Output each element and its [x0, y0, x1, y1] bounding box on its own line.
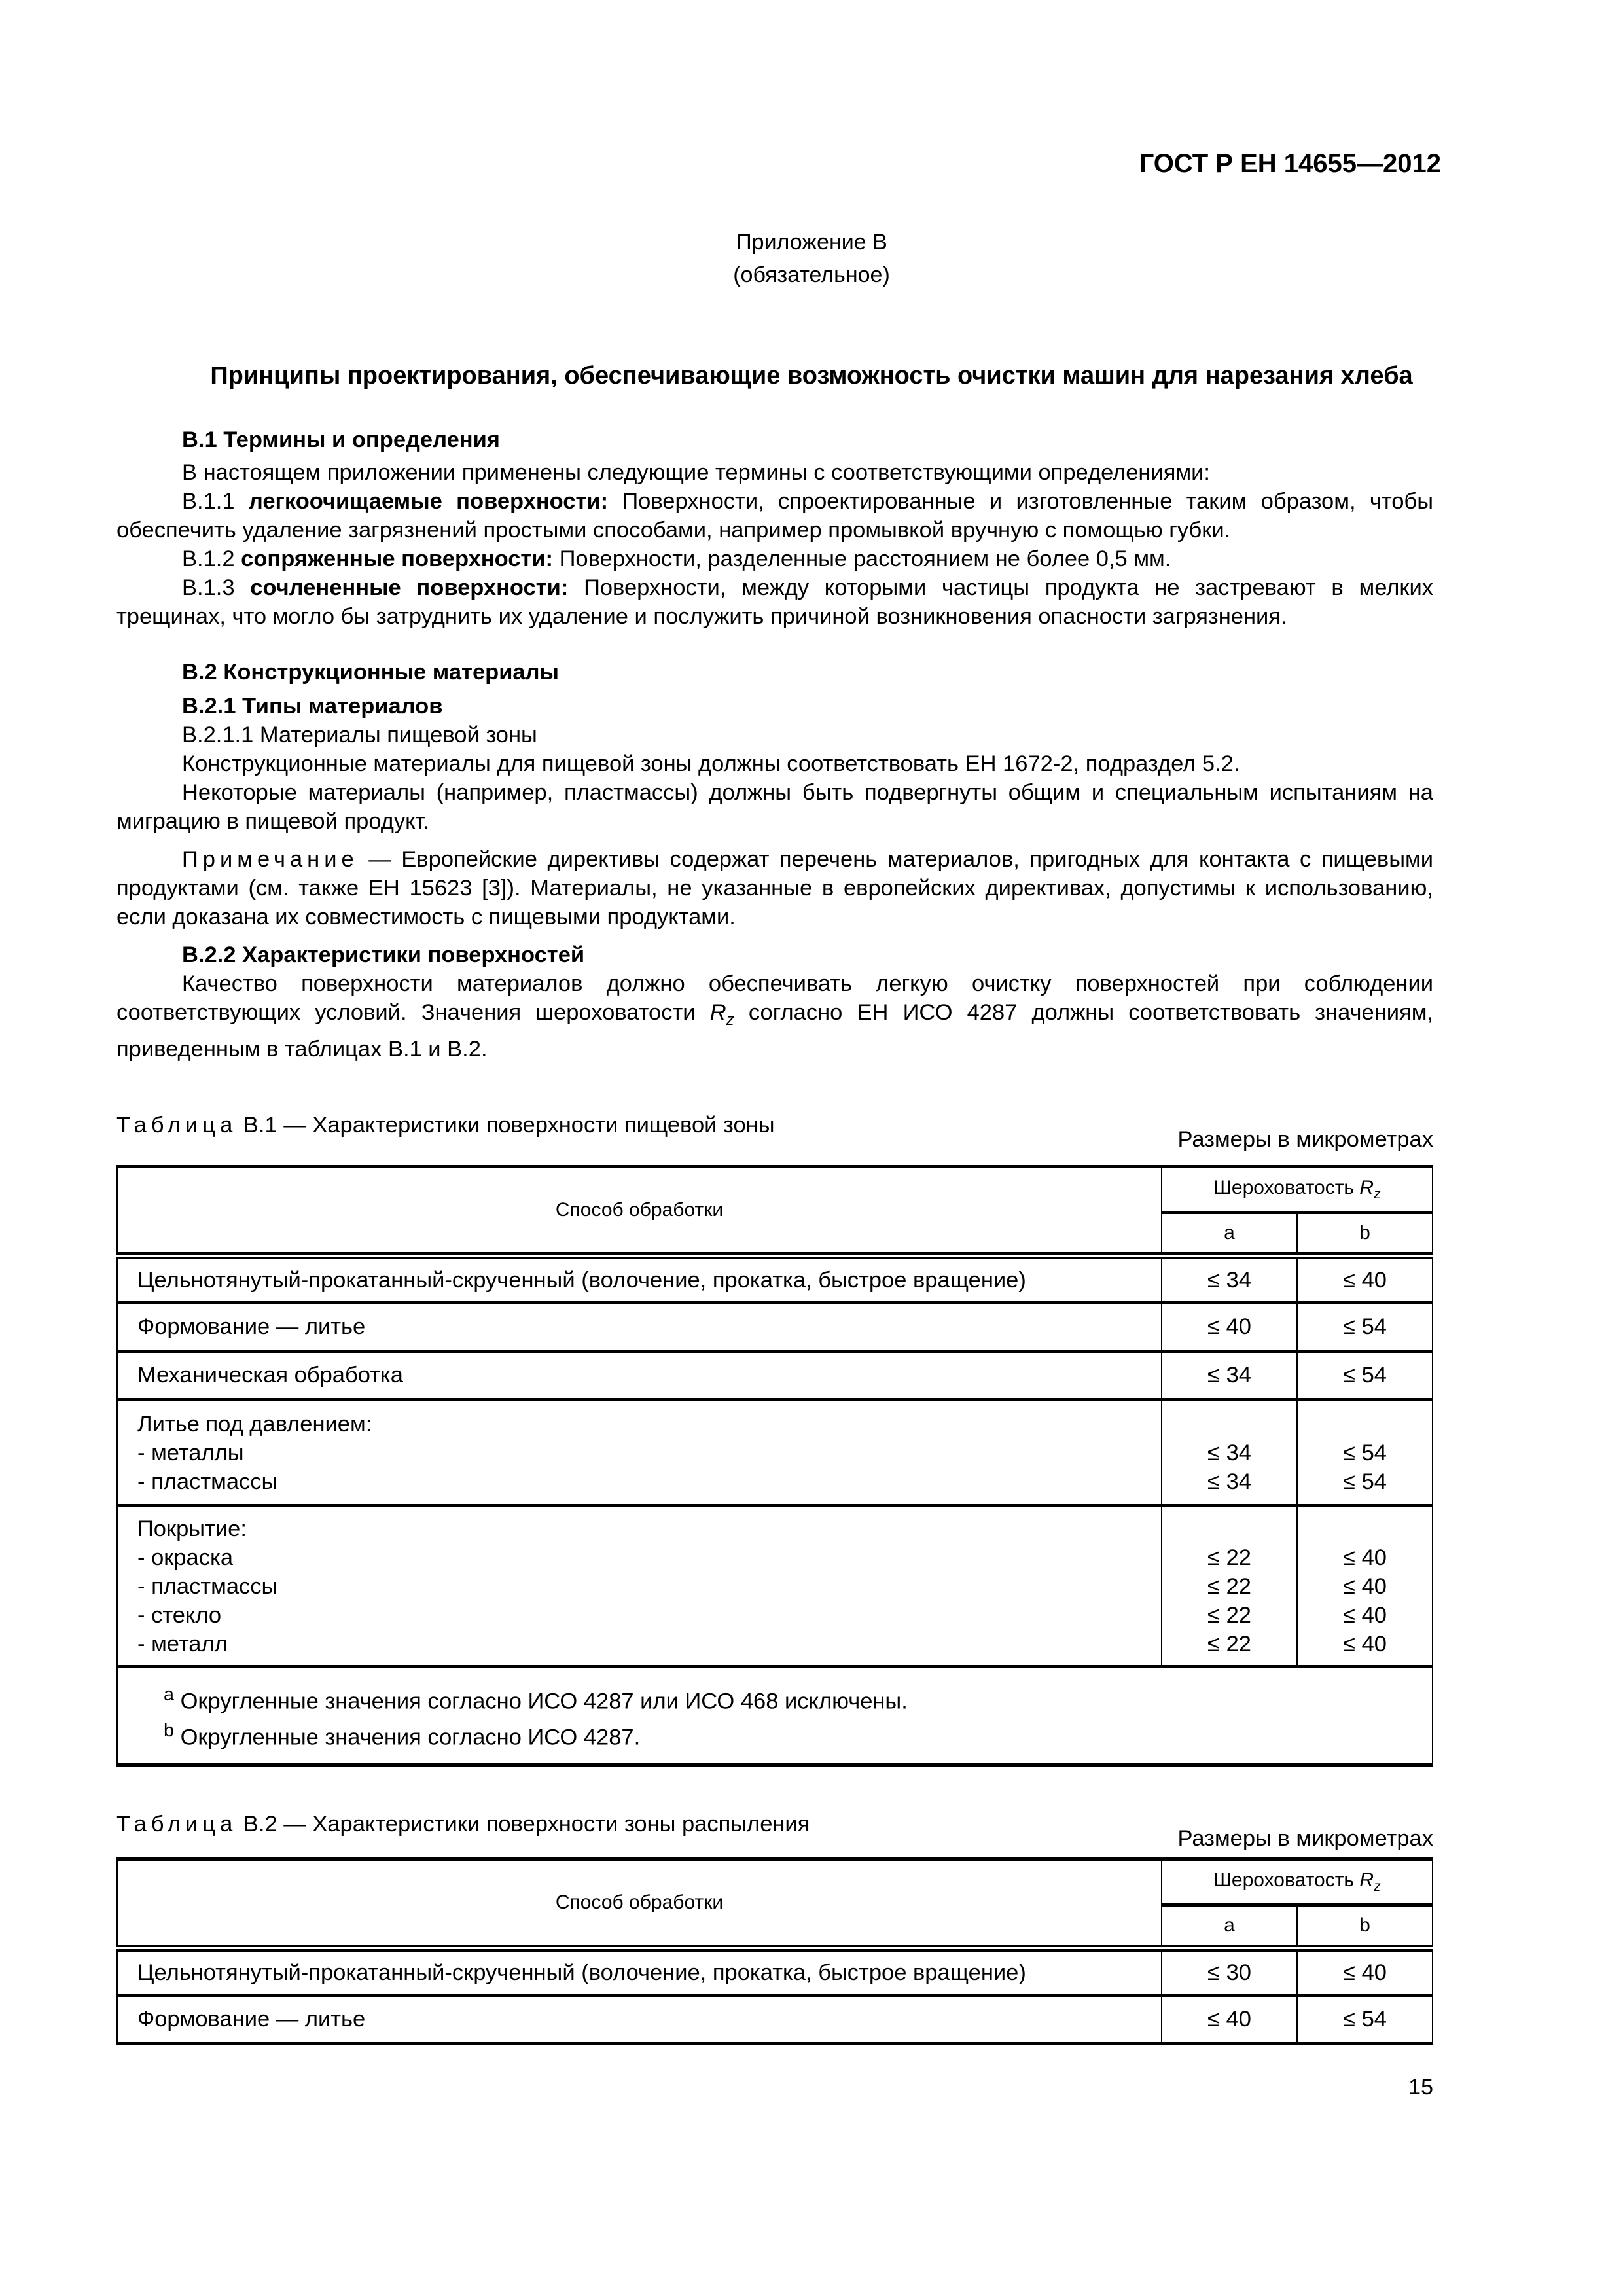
rz-symbol: R [709, 1000, 726, 1025]
footnote-text: Округленные значения согласно ИСО 4287. [174, 1725, 641, 1749]
value-a-cell [1162, 1506, 1297, 1667]
table-title: В.2 — Характеристики поверхности зоны распыления [237, 1812, 810, 1837]
roughness-label: Шероховатость [1213, 1177, 1360, 1198]
method-cell: Формование — литье [117, 1996, 1162, 2044]
col-b-header: b [1297, 1905, 1433, 1948]
note-label: Примечание [182, 847, 359, 872]
value-line: ≤ 34 [1207, 1440, 1251, 1465]
table2-caption [116, 1812, 810, 1837]
b1-intro: В настоящем приложении применены следующие термины с соответствующими определениями: [182, 460, 1211, 485]
section-b1 [116, 425, 1433, 631]
definition-b12 [116, 545, 1433, 573]
section-heading-b1: В.1 Термины и определения [182, 427, 500, 452]
table-row [117, 1400, 1433, 1506]
definition-number: В.1.3 [182, 575, 251, 600]
value-b-cell: ≤ 40 [1297, 1256, 1433, 1303]
footnotes-cell [117, 1667, 1433, 1765]
footnote-mark: b [164, 1719, 174, 1741]
b211-paragraph-1: Конструкционные материалы для пищевой зоны должны соответствовать ЕН 1672-2, подраздел 5.2. [182, 751, 1240, 776]
value-line: ≤ 40 [1343, 1545, 1387, 1570]
footnote-mark: a [164, 1684, 174, 1705]
table1-units: Размеры в микрометрах [1177, 1127, 1433, 1152]
rz-subscript: z [726, 1011, 734, 1029]
col-roughness-header [1162, 1859, 1433, 1905]
value-line: ≤ 34 [1207, 1469, 1251, 1494]
method-cell [117, 1400, 1162, 1506]
value-b-cell: ≤ 54 [1297, 1352, 1433, 1400]
definition-text: Поверхности, спроектированные и изготовленные таким образом, чтобы обеспечить удаление загрязнений простыми способами, например промывкой вручную с помощью губки. [116, 489, 1433, 543]
table1-caption [116, 1113, 775, 1138]
value-line: ≤ 40 [1343, 1573, 1387, 1599]
method-line: - пластмассы [137, 1573, 278, 1599]
value-b-cell [1297, 1506, 1433, 1667]
method-line: Покрытие: [137, 1516, 247, 1541]
value-line: ≤ 40 [1343, 1631, 1387, 1657]
annex-title: Приложение В [736, 230, 887, 255]
value-b-cell: ≤ 54 [1297, 1303, 1433, 1352]
roughness-label: Шероховатость [1213, 1869, 1360, 1891]
footnote-a [164, 1680, 1386, 1716]
table-row [117, 1256, 1433, 1303]
table-row [117, 1996, 1433, 2044]
value-a-cell: ≤ 34 [1162, 1352, 1297, 1400]
col-b-header: b [1297, 1213, 1433, 1256]
table1-footnotes-row [117, 1667, 1433, 1765]
table2 [116, 1857, 1433, 2045]
table-label: Таблица [116, 1113, 238, 1138]
b22-text-part2: согласно ЕН ИСО 4287 должны соответствовать значениям, приведенным в таблицах В.1 и В.2. [116, 1000, 1433, 1062]
method-line: Литье под давлением: [137, 1411, 372, 1437]
footnote-text: Округленные значения согласно ИСО 4287 или ИСО 468 исключены. [174, 1689, 908, 1714]
table1-header-row [117, 1167, 1433, 1213]
table-row [117, 1303, 1433, 1352]
method-line: - стекло [137, 1602, 222, 1628]
table2-units: Размеры в микрометрах [1177, 1826, 1433, 1851]
col-method-header: Способ обработки [117, 1859, 1162, 1948]
definition-text: Поверхности, между которыми частицы продукта не застревают в мелких трещинах, что могло бы затруднить их удаление и послужить причиной возникновения опасности загрязнения. [116, 575, 1433, 629]
value-line: ≤ 54 [1343, 1440, 1387, 1465]
rz-subscript: z [1374, 1879, 1381, 1894]
b211-paragraph-2: Некоторые материалы (например, пластмассы) должны быть подвергнуты общим и специальным испытаниям на миграцию в пищевой продукт. [116, 780, 1433, 834]
annex-status: (обязательное) [733, 262, 890, 287]
method-cell: Формование — литье [117, 1303, 1162, 1352]
definition-b11 [116, 487, 1433, 545]
col-a-header: a [1162, 1905, 1297, 1948]
rz-symbol: R [1359, 1177, 1374, 1198]
definition-number: В.1.2 [182, 547, 241, 571]
col-a-header: a [1162, 1213, 1297, 1256]
b22-text-part1: Качество поверхности материалов должно обеспечивать легкую очистку поверхностей при соблюдении соответствующих условий. Значения шероховатости [116, 971, 1433, 1025]
value-line: ≤ 22 [1207, 1631, 1251, 1657]
table-row [117, 1506, 1433, 1667]
b22-paragraph [116, 969, 1433, 1064]
method-line: - металл [137, 1631, 228, 1657]
document-code: ГОСТ Р ЕН 14655—2012 [1139, 149, 1441, 178]
definition-number: В.1.1 [182, 489, 249, 514]
definition-term: сочлененные поверхности: [250, 575, 569, 600]
table2-header-row [117, 1859, 1433, 1905]
method-cell: Механическая обработка [117, 1352, 1162, 1400]
rz-subscript: z [1374, 1187, 1381, 1202]
value-a-cell: ≤ 40 [1162, 1996, 1297, 2044]
value-line: ≤ 22 [1207, 1602, 1251, 1628]
col-roughness-header [1162, 1167, 1433, 1213]
main-title: Принципы проектирования, обеспечивающие возможность очистки машин для нарезания хлеба [210, 362, 1413, 389]
section-b2 [116, 658, 1433, 1064]
method-line: - металлы [137, 1440, 244, 1465]
method-cell [117, 1506, 1162, 1667]
annex-heading [0, 226, 1623, 291]
col-method-header: Способ обработки [117, 1167, 1162, 1256]
value-line: ≤ 54 [1343, 1469, 1387, 1494]
method-line: - окраска [137, 1545, 234, 1570]
definition-b13 [116, 573, 1433, 631]
value-a-cell: ≤ 30 [1162, 1948, 1297, 1996]
section-heading-b22: В.2.2 Характеристики поверхностей [182, 942, 585, 967]
table-row [117, 1948, 1433, 1996]
definition-text: Поверхности, разделенные расстоянием не более 0,5 мм. [553, 547, 1171, 571]
value-a-cell [1162, 1400, 1297, 1506]
value-b-cell: ≤ 54 [1297, 1996, 1433, 2044]
value-b-cell [1297, 1400, 1433, 1506]
definition-term: легкоочищаемые поверхности: [248, 489, 609, 514]
table-row [117, 1352, 1433, 1400]
value-line: ≤ 22 [1207, 1573, 1251, 1599]
method-cell: Цельнотянутый-прокатанный-скрученный (волочение, прокатка, быстрое вращение) [117, 1256, 1162, 1303]
note [116, 845, 1433, 931]
value-a-cell: ≤ 34 [1162, 1256, 1297, 1303]
section-heading-b21: В.2.1 Типы материалов [182, 694, 443, 719]
note-text: — Европейские директивы содержат перечень материалов, пригодных для контакта с пищевыми продуктами (см. также ЕН 15623 [3]). Материалы, не указанные в европейских директивах, допустимы к использованию, если доказана их совместимость с пищевыми продуктами. [116, 847, 1433, 929]
section-heading-b2: В.2 Конструкционные материалы [182, 660, 559, 685]
method-cell: Цельнотянутый-прокатанный-скрученный (волочение, прокатка, быстрое вращение) [117, 1948, 1162, 1996]
table1 [116, 1165, 1433, 1767]
definition-term: сопряженные поверхности: [241, 547, 554, 571]
value-a-cell: ≤ 40 [1162, 1303, 1297, 1352]
page-number: 15 [1408, 2075, 1433, 2100]
footnote-b [164, 1716, 1386, 1752]
value-line: ≤ 22 [1207, 1545, 1251, 1570]
rz-symbol: R [1359, 1869, 1374, 1891]
table-label: Таблица [116, 1812, 238, 1837]
value-line: ≤ 40 [1343, 1602, 1387, 1628]
method-line: - пластмассы [137, 1469, 278, 1494]
subsection-b211: В.2.1.1 Материалы пищевой зоны [182, 723, 537, 747]
value-b-cell: ≤ 40 [1297, 1948, 1433, 1996]
table-title: В.1 — Характеристики поверхности пищевой зоны [237, 1113, 775, 1138]
